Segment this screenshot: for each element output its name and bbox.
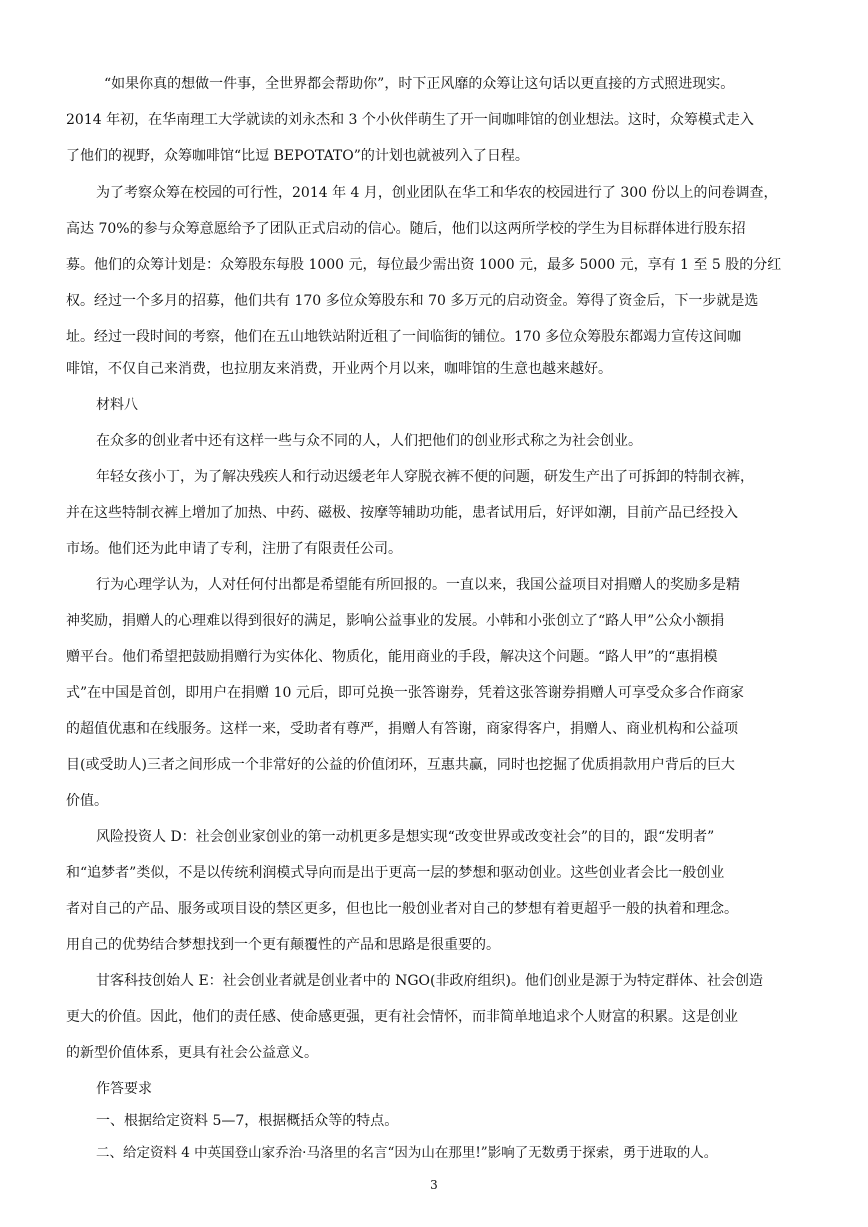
text-line: 者对自己的产品、服务或项目设的禁区更多，但也比一般创业者对自己的梦想有着更超乎一般的执着和理念。: [66, 901, 738, 917]
text-line: 式”在中国是首创，即用户在捐赠 10 元后，即可兑换一张答谢券，凭着这张答谢券捐赠人可享受众多合作商家: [66, 685, 744, 701]
text-line: 权。经过一个多月的招募，他们共有 170 多位众筹股东和 70 多万元的启动资金。筹得了资金后，下一步就是选: [66, 293, 759, 309]
text-line: 的超值优惠和在线服务。这样一来，受助者有尊严，捐赠人有答谢，商家得客户，捐赠人、商业机构和公益项: [66, 721, 738, 737]
text-line: 行为心理学认为，人对任何付出都是希望能有所回报的。一直以来，我国公益项目对捐赠人的奖励多是精: [96, 577, 740, 593]
text-line: 价值。: [66, 793, 108, 809]
text-line: 址。经过一段时间的考察，他们在五山地铁站附近租了一间临街的铺位。170 多位众筹股东都竭力宣传这间咖: [66, 329, 742, 345]
text-line: 啡馆，不仅自己来消费，也拉朋友来消费，开业两个月以来，咖啡馆的生意也越来越好。: [66, 361, 612, 377]
text-line: “如果你真的想做一件事，全世界都会帮助你”，时下正风靡的众筹让这句话以更直接的方式照进现实。: [104, 76, 735, 92]
text-line: 了他们的视野，众筹咖啡馆“比逗 BEPOTATO”的计划也就被列入了日程。: [66, 148, 529, 164]
question-line: 二、给定资料 4 中英国登山家乔治·马洛里的名言“因为山在那里!”影响了无数勇于探索，勇于进取的人。: [96, 1145, 718, 1161]
question-line: 一、根据给定资料 5—7，根据概括众等的特点。: [96, 1113, 399, 1129]
text-line: 的新型价值体系，更具有社会公益意义。: [66, 1045, 318, 1061]
text-line: 甘客科技创始人 E：社会创业者就是创业者中的 NGO(非政府组织)。他们创业是源于为特定群体、社会创造: [96, 973, 763, 989]
text-line: 年轻女孩小丁，为了解决残疾人和行动迟缓老年人穿脱衣裤不便的问题，研发生产出了可拆卸的特制衣裤，: [96, 469, 754, 485]
text-line: 目(或受助人)三者之间形成一个非常好的公益的价值闭环，互惠共赢，同时也挖掘了优质捐款用户背后的巨大: [66, 757, 735, 773]
text-line: 募。他们的众筹计划是：众筹股东每股 1000 元，每位最少需出资 1000 元，最多 5000 元，享有 1 至 5 股的分红: [66, 257, 782, 273]
text-line: 高达 70%的参与众筹意愿给予了团队正式启动的信心。随后，他们以这两所学校的学生为目标群体进行股东招: [66, 221, 746, 237]
section-heading: 作答要求: [96, 1081, 152, 1097]
text-line: 为了考察众筹在校园的可行性，2014 年 4 月，创业团队在华工和华农的校园进行了 300 份以上的问卷调查，: [96, 185, 778, 201]
text-line: 更大的价值。因此，他们的责任感、使命感更强，更有社会情怀，而非简单地追求个人财富的积累。这是创业: [66, 1009, 738, 1025]
text-line: 市场。他们还为此申请了专利，注册了有限责任公司。: [66, 541, 402, 557]
text-line: 赠平台。他们希望把鼓励捐赠行为实体化、物质化，能用商业的手段，解决这个问题。“路人甲”的“惠捐模: [66, 649, 718, 665]
text-line: 风险投资人 D：社会创业家创业的第一动机更多是想实现“改变世界或改变社会”的目的，跟“发明者”: [96, 829, 715, 845]
page-number: 3: [430, 1178, 438, 1192]
text-line: 和“追梦者”类似，不是以传统利润模式导向而是出于更高一层的梦想和驱动创业。这些创业者会比一般创业: [66, 865, 725, 881]
text-line: 2014 年初，在华南理工大学就读的刘永杰和 3 个小伙伴萌生了开一间咖啡馆的创业想法。这时，众筹模式走入: [66, 112, 754, 128]
text-line: 并在这些特制衣裤上增加了加热、中药、磁极、按摩等辅助功能，患者试用后，好评如潮，目前产品已经投入: [66, 505, 738, 521]
section-heading: 材料八: [96, 397, 138, 413]
text-line: 用自己的优势结合梦想找到一个更有颠覆性的产品和思路是很重要的。: [66, 937, 500, 953]
text-line: 在众多的创业者中还有这样一些与众不同的人，人们把他们的创业形式称之为社会创业。: [96, 433, 642, 449]
text-line: 神奖励，捐赠人的心理难以得到很好的满足，影响公益事业的发展。小韩和小张创立了“路人甲”公众小额捐: [66, 613, 725, 629]
